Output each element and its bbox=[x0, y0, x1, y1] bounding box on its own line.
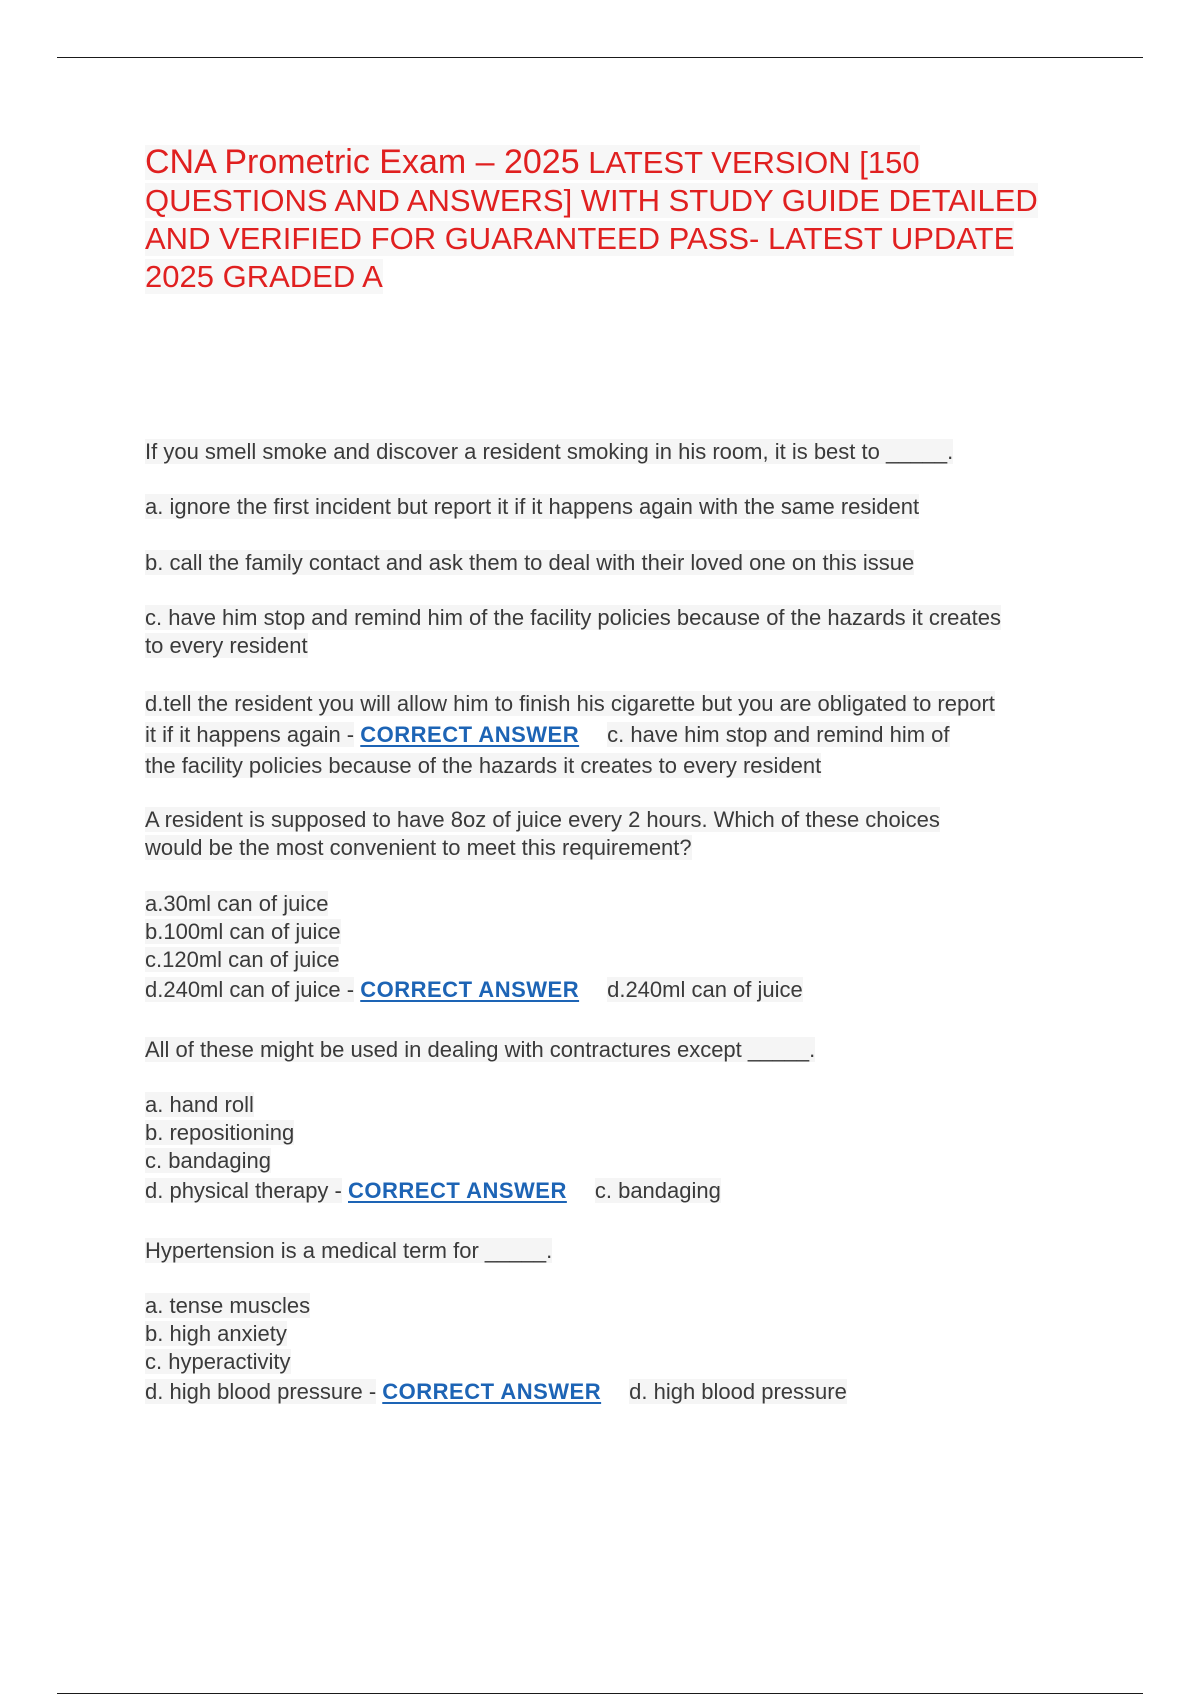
option-d: d.240ml can of juice - bbox=[145, 977, 355, 1002]
question-4 bbox=[145, 1237, 1095, 1265]
question-1 bbox=[145, 438, 1095, 466]
question-4-text: Hypertension is a medical term for _____. bbox=[145, 1238, 553, 1263]
option-b: b. repositioning bbox=[145, 1120, 295, 1145]
option-text: d.tell the resident you will allow him to finish his cigarette but you are obligated to report bbox=[145, 691, 995, 716]
option-text: c. have him stop and remind him of the facility policies because of the hazards it creates bbox=[145, 605, 1001, 630]
title-line-4: 2025 GRADED A bbox=[145, 259, 383, 294]
option-c: c. hyperactivity bbox=[145, 1349, 291, 1374]
option-text: to every resident bbox=[145, 633, 308, 658]
top-rule bbox=[57, 57, 1143, 58]
option-d: d. physical therapy - bbox=[145, 1178, 342, 1203]
option-d: d. high blood pressure - bbox=[145, 1379, 377, 1404]
title-line-2: QUESTIONS AND ANSWERS] WITH STUDY GUIDE DETAILED bbox=[145, 183, 1038, 218]
title-part-1: CNA Prometric Exam – 2025 bbox=[145, 143, 580, 181]
question-3 bbox=[145, 1036, 1095, 1064]
option-text: a. ignore the first incident but report it if it happens again with the same resident bbox=[145, 494, 920, 519]
option-a: a. hand roll bbox=[145, 1092, 254, 1117]
option-b: b. high anxiety bbox=[145, 1321, 287, 1346]
title-line-3: AND VERIFIED FOR GUARANTEED PASS- LATEST UPDATE bbox=[145, 221, 1015, 256]
option-b: b.100ml can of juice bbox=[145, 919, 341, 944]
correct-answer-text: d.240ml can of juice bbox=[607, 977, 803, 1002]
question-1-option-a bbox=[145, 493, 1095, 521]
option-c: c. bandaging bbox=[145, 1148, 271, 1173]
question-2-options bbox=[145, 890, 1095, 1006]
correct-answer-text-cont: the facility policies because of the hazards it creates to every resident bbox=[145, 753, 822, 778]
bottom-rule bbox=[57, 1693, 1143, 1694]
correct-answer-text: c. bandaging bbox=[594, 1178, 721, 1203]
question-4-options bbox=[145, 1292, 1095, 1408]
question-1-text: If you smell smoke and discover a resident smoking in his room, it is best to _____. bbox=[145, 439, 954, 464]
document-title bbox=[145, 143, 1095, 296]
question-1-option-b bbox=[145, 549, 1095, 577]
correct-answer-label: CORRECT ANSWER bbox=[382, 1379, 602, 1404]
correct-answer-text: c. have him stop and remind him of bbox=[607, 722, 950, 747]
correct-answer-label: CORRECT ANSWER bbox=[360, 722, 580, 747]
option-c: c.120ml can of juice bbox=[145, 947, 340, 972]
title-part-2: LATEST VERSION [150 bbox=[588, 145, 920, 180]
question-2 bbox=[145, 806, 1095, 862]
question-2-text-cont: would be the most convenient to meet this requirement? bbox=[145, 835, 692, 860]
question-1-option-c bbox=[145, 604, 1095, 660]
correct-answer-label: CORRECT ANSWER bbox=[360, 977, 580, 1002]
option-a: a.30ml can of juice bbox=[145, 891, 329, 916]
correct-answer-text: d. high blood pressure bbox=[629, 1379, 847, 1404]
question-2-text: A resident is supposed to have 8oz of juice every 2 hours. Which of these choices bbox=[145, 807, 940, 832]
correct-answer-label: CORRECT ANSWER bbox=[348, 1178, 567, 1203]
option-a: a. tense muscles bbox=[145, 1293, 311, 1318]
option-text: b. call the family contact and ask them to deal with their loved one on this issue bbox=[145, 550, 915, 575]
question-3-options bbox=[145, 1091, 1095, 1207]
option-text: it if it happens again - bbox=[145, 722, 355, 747]
question-1-option-d bbox=[145, 688, 1095, 781]
question-3-text: All of these might be used in dealing with contractures except _____. bbox=[145, 1037, 816, 1062]
